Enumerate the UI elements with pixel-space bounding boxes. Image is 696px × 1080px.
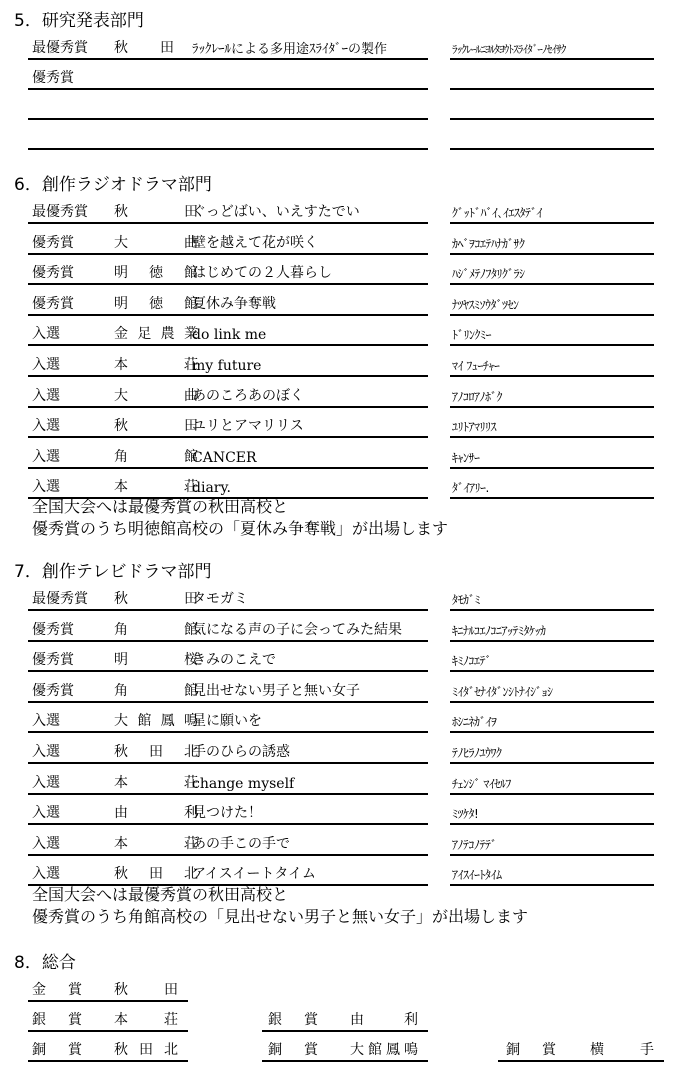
- table-row: [28, 443, 428, 469]
- blank-row: [28, 94, 428, 120]
- award-label: 優秀賞: [32, 234, 74, 251]
- school-name: 明桜: [114, 652, 198, 669]
- table-row: [28, 412, 428, 438]
- kana-reading: ﾏｲ ﾌｭｰﾁｬｰ: [450, 351, 654, 377]
- section-8-heading: 8．総合: [14, 953, 76, 973]
- kana-reading: ｱｲｽｲｰﾄﾀｲﾑ: [450, 860, 654, 886]
- table-row: [28, 830, 428, 856]
- entry-title: do link me: [192, 327, 267, 344]
- section-5-heading: 5．研究発表部門: [14, 11, 144, 31]
- award-label: 銅賞: [506, 1042, 556, 1058]
- blank-kana-row: [450, 124, 654, 150]
- entry-title: 星に願いを: [192, 713, 262, 730]
- kana-reading: ﾁｪﾝｼﾞ ﾏｲｾﾙﾌ: [450, 769, 654, 795]
- award-label: 入選: [32, 418, 60, 435]
- school-name: 本荘: [114, 1012, 178, 1028]
- school-name: 本荘: [114, 479, 198, 496]
- kana-reading: ｸﾞｯﾄﾞﾊﾞｲ､ｲｴｽﾀﾃﾞｲ: [450, 198, 654, 224]
- award-label: 入選: [32, 744, 60, 760]
- table-row: [28, 198, 428, 224]
- award-label: 入選: [32, 866, 60, 883]
- entry-title: 見つけた！: [192, 805, 262, 822]
- award-label: 入選: [32, 387, 60, 404]
- table-row: [28, 259, 428, 285]
- blank-row: [28, 124, 428, 150]
- school-name: 由利: [114, 805, 198, 822]
- school-name: 角館: [114, 448, 198, 465]
- school-name: 大館鳳鳴: [114, 713, 198, 730]
- school-name: 明徳館: [114, 295, 198, 312]
- school-name: 本荘: [114, 774, 198, 791]
- table-row: [28, 382, 428, 408]
- kana-reading: ｱﾉﾃｺﾉﾃﾃﾞ: [450, 830, 654, 856]
- school-name: 秋田: [114, 591, 198, 607]
- award-label: 入選: [32, 774, 60, 791]
- award-label: 優秀賞: [32, 682, 74, 699]
- kana-reading: ﾃﾉﾋﾗﾉﾕｳﾜｸ: [450, 738, 654, 764]
- national-note-line1: 全国大会へは最優秀賞の秋田高校と: [32, 497, 289, 516]
- award-label: 優秀賞: [32, 265, 74, 282]
- table-row: [28, 799, 428, 825]
- entry-title: 夏休み争奪戦: [192, 295, 276, 312]
- table-row: [28, 738, 428, 764]
- silver-award-row: [28, 1006, 188, 1032]
- table-row: [28, 34, 428, 60]
- award-label: 入選: [32, 357, 60, 373]
- kana-reading: ﾗｯｸﾚｰﾙﾆﾖﾙﾀﾖｳﾄｽﾗｲﾀﾞｰﾉｾｲｻｸ: [450, 34, 654, 60]
- school-name: 秋田北: [114, 866, 198, 883]
- entry-title: はじめての２人暮らし: [192, 265, 332, 282]
- kana-reading: ﾊｼﾞﾒﾃﾉﾌﾀﾘｸﾞﾗｼ: [450, 259, 654, 285]
- award-label: 最優秀賞: [32, 40, 88, 56]
- kana-reading: ｷﾆﾅﾙｺｴﾉｺﾆｱｯﾃﾐﾀｹｯｶ: [450, 616, 654, 642]
- award-label: 最優秀賞: [32, 591, 88, 607]
- school-name: 秋田: [114, 418, 198, 435]
- entry-title: あのころあのぼく: [192, 387, 304, 404]
- bronze-award-row: [28, 1036, 188, 1062]
- table-row: [28, 707, 428, 733]
- award-label: 入選: [32, 326, 60, 343]
- school-name: 金足農業: [114, 326, 198, 343]
- entry-title: アイスイートタイム: [192, 866, 317, 883]
- kana-reading: ｷｬﾝｻｰ: [450, 443, 654, 469]
- school-name: 大曲: [114, 387, 198, 404]
- kana-reading: ﾀﾓｶﾞﾐ: [450, 585, 654, 611]
- award-label: 優秀賞: [32, 295, 74, 312]
- kana-reading: ﾄﾞﾘﾝｸﾐｰ: [450, 320, 654, 346]
- table-row: [28, 351, 428, 377]
- entry-title: ﾗｯｸﾚｰﾙによる多用途ｽﾗｲﾀﾞｰの製作: [192, 42, 388, 57]
- award-label: 金賞: [32, 982, 82, 998]
- school-name: 秋田北: [114, 1042, 178, 1058]
- award-label: 優秀賞: [32, 621, 74, 638]
- award-label: 入選: [32, 805, 60, 822]
- entry-title: あの手この手で: [192, 835, 290, 852]
- school-name: 明徳館: [114, 265, 198, 282]
- kana-reading: ﾐﾂｹﾀ!: [450, 799, 654, 825]
- school-name: 大曲: [114, 234, 198, 251]
- kana-reading: ﾎｼﾆﾈｶﾞｲｦ: [450, 707, 654, 733]
- kana-reading: ｱﾉｺﾛｱﾉﾎﾞｸ: [450, 382, 654, 408]
- award-label: 優秀賞: [32, 652, 74, 669]
- kana-reading: ﾅﾂﾔｽﾐｿｳﾀﾞﾂｾﾝ: [450, 290, 654, 316]
- school-name: 由利: [350, 1012, 418, 1028]
- entry-title: change myself: [192, 775, 295, 792]
- kana-reading: ﾀﾞｲｱﾘｰ.: [450, 473, 654, 499]
- entry-title: my future: [192, 358, 262, 374]
- table-row: [28, 229, 428, 255]
- entry-title: CANCER: [192, 449, 257, 466]
- entry-title: 手のひらの誘惑: [192, 744, 290, 760]
- entry-title: 見出せない男子と無い女子: [192, 682, 360, 699]
- blank-kana-row: [450, 94, 654, 120]
- section-6-heading: 6．創作ラジオドラマ部門: [14, 175, 212, 195]
- award-label: 最優秀賞: [32, 204, 88, 220]
- award-label: 入選: [32, 479, 60, 496]
- kana-reading: ｷﾐﾉｺｴﾃﾞ: [450, 646, 654, 672]
- award-label: 入選: [32, 448, 60, 465]
- table-row: [28, 616, 428, 642]
- award-label: 銅賞: [268, 1042, 318, 1058]
- table-row: [28, 585, 428, 611]
- school-name: 角館: [114, 621, 198, 638]
- school-name: 角館: [114, 682, 198, 699]
- entry-title: diary.: [192, 480, 231, 497]
- school-name: 秋田北: [114, 744, 198, 760]
- award-label: 銀賞: [268, 1012, 318, 1028]
- kana-reading: ﾕﾘﾄｱﾏﾘﾘｽ: [450, 412, 654, 438]
- entry-title: ユリとアマリリス: [192, 418, 304, 435]
- table-row: [28, 677, 428, 703]
- entry-title: 壁を越えて花が咲く: [192, 234, 318, 251]
- kana-reading: [450, 64, 654, 90]
- award-label: 銀賞: [32, 1012, 82, 1028]
- section-7-heading: 7．創作テレビドラマ部門: [14, 562, 212, 582]
- school-name: 本荘: [114, 835, 198, 852]
- national-note-line2: 優秀賞のうち角館高校の「見出せない男子と無い女子」が出場します: [32, 907, 529, 926]
- bronze-award-row: [262, 1036, 428, 1062]
- kana-reading: ﾐｲﾀﾞｾﾅｲﾀﾞﾝｼﾄﾅｲｼﾞｮｼ: [450, 677, 654, 703]
- school-name: 横手: [590, 1042, 654, 1058]
- table-row: [28, 769, 428, 795]
- award-label: 銅賞: [32, 1042, 82, 1058]
- award-label: 入選: [32, 713, 60, 730]
- school-name: 秋田: [114, 204, 198, 220]
- national-note-line1: 全国大会へは最優秀賞の秋田高校と: [32, 885, 289, 904]
- table-row: [28, 860, 428, 886]
- table-row: [28, 290, 428, 316]
- gold-award-row: [28, 976, 188, 1002]
- entry-title: ぐっどばい、いえすたでい: [192, 204, 360, 220]
- school-name: 本荘: [114, 357, 198, 373]
- award-label: 優秀賞: [32, 70, 74, 86]
- award-label: 入選: [32, 835, 60, 852]
- kana-reading: ｶﾍﾞｦｺｴﾃﾊﾅｶﾞｻｸ: [450, 229, 654, 255]
- bronze-award-row: [498, 1036, 664, 1062]
- entry-title: タモガミ: [192, 591, 248, 607]
- table-row: [28, 320, 428, 346]
- entry-title: 気になる声の子に会ってみた結果: [192, 621, 402, 638]
- table-row: [28, 64, 428, 90]
- school-name: 秋田: [114, 40, 174, 56]
- school-name: 大館鳳鳴: [350, 1042, 418, 1058]
- school-name: 秋田: [114, 982, 178, 998]
- national-note-line2: 優秀賞のうち明徳館高校の「夏休み争奪戦」が出場します: [32, 519, 449, 538]
- table-row: [28, 646, 428, 672]
- silver-award-row: [262, 1006, 428, 1032]
- entry-title: きみのこえで: [192, 652, 276, 669]
